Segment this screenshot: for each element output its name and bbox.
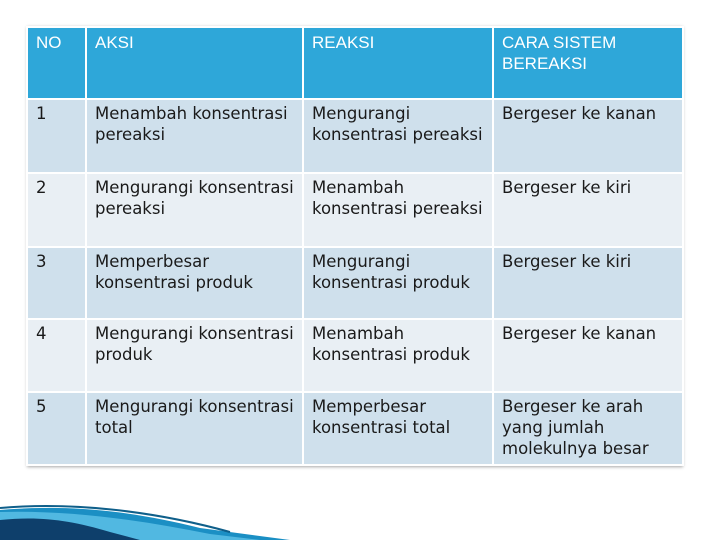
cell-reaksi: Menambah konsentrasi produk	[303, 319, 493, 392]
cell-cara: Bergeser ke kanan	[493, 319, 683, 392]
cell-cara: Bergeser ke kanan	[493, 99, 683, 173]
table-header-row	[27, 27, 683, 99]
cell-cara: Bergeser ke arah yang jumlah molekulnya besar	[493, 392, 683, 465]
cell-reaksi: Menambah konsentrasi pereaksi	[303, 173, 493, 247]
cell-aksi: Mengurangi konsentrasi produk	[86, 319, 303, 392]
cell-reaksi: Memperbesar konsentrasi total	[303, 392, 493, 465]
table-row	[27, 99, 683, 173]
header-cara-sistem: CARA SISTEM BEREAKSI	[493, 27, 683, 99]
cell-aksi: Mengurangi konsentrasi pereaksi	[86, 173, 303, 247]
cell-no: 4	[27, 319, 86, 392]
cell-reaksi: Mengurangi konsentrasi pereaksi	[303, 99, 493, 173]
header-aksi: AKSI	[86, 27, 303, 99]
table-row	[27, 247, 683, 319]
header-reaksi: REAKSI	[303, 27, 493, 99]
table-row	[27, 319, 683, 392]
cell-reaksi: Mengurangi konsentrasi produk	[303, 247, 493, 319]
cell-no: 3	[27, 247, 86, 319]
cell-no: 5	[27, 392, 86, 465]
cell-no: 1	[27, 99, 86, 173]
decorative-ribbon	[0, 450, 300, 540]
cell-aksi: Menambah konsentrasi pereaksi	[86, 99, 303, 173]
cell-no: 2	[27, 173, 86, 247]
cell-aksi: Memperbesar konsentrasi produk	[86, 247, 303, 319]
cell-cara: Bergeser ke kiri	[493, 173, 683, 247]
table-row	[27, 173, 683, 247]
cell-cara: Bergeser ke kiri	[493, 247, 683, 319]
header-no: NO	[27, 27, 86, 99]
equilibrium-table	[26, 26, 682, 466]
cell-aksi: Mengurangi konsentrasi total	[86, 392, 303, 465]
